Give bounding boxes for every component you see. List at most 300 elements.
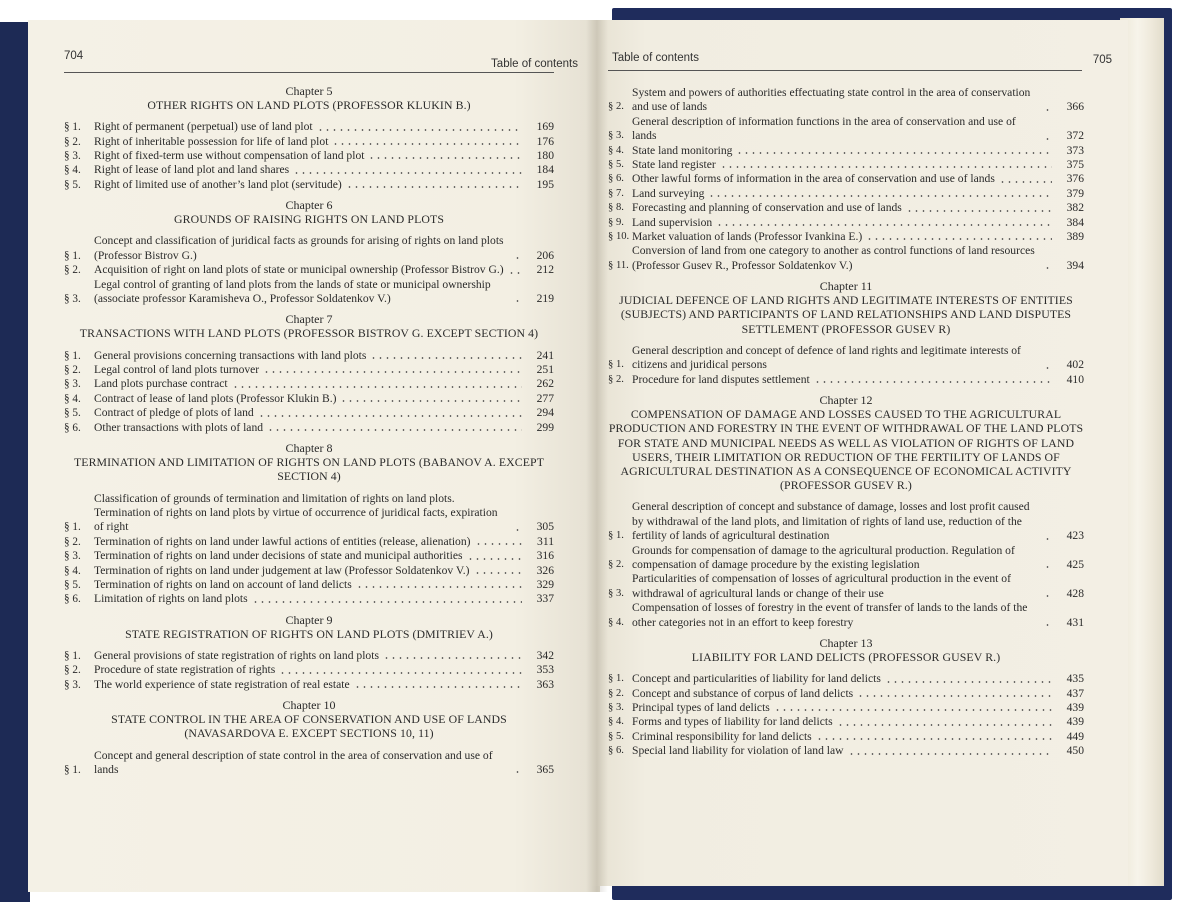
dot-leader <box>508 265 522 275</box>
chapter-block <box>608 393 1084 630</box>
chapter-title: TRANSACTIONS WITH LAND PLOTS (PROFESSOR BISTROV G. EXCEPT SECTION 4) <box>79 326 539 341</box>
chapter-title: GROUNDS OF RAISING RIGHTS ON LAND PLOTS <box>173 212 444 227</box>
page-ref: 299 <box>536 420 554 434</box>
entry-body <box>94 120 526 134</box>
section-title: Concept and general description of state control in the area of conservation and use of lands <box>94 748 493 776</box>
dot-leader <box>866 231 1052 241</box>
section-title: Concept and particularities of liability for land delicts <box>632 672 881 686</box>
section-title: Particularities of compensation of losses of agricultural production in the event of withdrawal of agricultural lands or change of their use <box>632 572 1011 600</box>
page-ref: 450 <box>1066 744 1084 758</box>
dot-leader <box>1044 260 1052 270</box>
section-title: Special land liability for violation of land law <box>632 744 844 758</box>
left-header-title: Table of contents <box>491 58 578 70</box>
page-ref: 337 <box>536 592 554 606</box>
left-page-number: 704 <box>64 50 84 62</box>
page-ref: 437 <box>1066 686 1084 700</box>
entry-body <box>632 715 1056 729</box>
entry-body <box>94 278 526 307</box>
dot-leader <box>1044 588 1052 598</box>
toc-entry <box>64 178 554 192</box>
chapter-entries <box>64 120 554 192</box>
dot-leader <box>1044 559 1052 569</box>
chapter-entries <box>64 649 554 692</box>
chapter-entries <box>64 492 554 607</box>
page-ref: 435 <box>1066 672 1084 686</box>
page-ref: 375 <box>1066 158 1084 172</box>
dot-leader <box>332 136 522 146</box>
book-cover-left <box>0 22 30 902</box>
section-title: Legal control of granting of land plots from the lands of state or municipal ownership (associate professor Karamisheva O., Professor Soldatenkov V.) <box>94 277 491 306</box>
chapter-entries <box>64 349 554 435</box>
toc-entry <box>64 578 554 592</box>
dot-leader <box>885 674 1052 684</box>
section-title: The world experience of state registration of real estate <box>94 677 350 691</box>
section-title: General description of concept and substance of damage, losses and lost profit caused by withdrawal of the land plots, and limitation of rights of land use, reduction of the fertility of lands of agricultural destination <box>632 500 1030 543</box>
section-title: Other lawful forms of information in the area of conservation and use of lands <box>632 172 995 186</box>
page-ref: 277 <box>536 391 554 405</box>
page-ref: 169 <box>536 120 554 134</box>
section-number: § 1. <box>64 764 81 776</box>
section-title: Termination of rights on land on account of land delicts <box>94 577 352 591</box>
section-number: § 3. <box>64 293 81 306</box>
entry-body <box>94 549 526 563</box>
section-number: § 1. <box>608 673 624 685</box>
left-toc <box>64 84 554 777</box>
toc-entry <box>608 500 1084 543</box>
section-number: § 10. <box>608 231 630 243</box>
section-title: Right of fixed-term use without compensation of land plot <box>94 149 365 163</box>
dot-leader <box>467 551 523 561</box>
section-number: § 1. <box>64 349 81 362</box>
entry-body <box>94 592 526 606</box>
section-number: § 3. <box>608 130 624 142</box>
chapter-title: STATE CONTROL IN THE AREA OF CONSERVATION AND USE OF LANDS (NAVASARDOVA E. EXCEPT SECTIONS 10, 11) <box>111 712 507 741</box>
chapter-entries <box>608 672 1084 758</box>
entry-body <box>94 649 526 663</box>
section-title: Right of permanent (perpetual) use of land plot <box>94 120 313 134</box>
toc-entry <box>608 115 1084 144</box>
page-ref: 365 <box>536 763 554 776</box>
section-number: § 2. <box>64 135 81 148</box>
section-number: § 4. <box>608 616 624 628</box>
entry-body <box>94 663 526 677</box>
toc-entry <box>64 120 554 134</box>
section-number: § 3. <box>608 587 624 599</box>
right-toc <box>608 86 1084 759</box>
section-number: § 1. <box>608 359 624 371</box>
dot-leader <box>340 393 522 403</box>
toc-entry <box>608 373 1084 387</box>
chapter-block <box>64 312 554 435</box>
entry-body <box>94 234 526 263</box>
dot-leader <box>1044 360 1052 370</box>
section-number: § 4. <box>608 716 624 728</box>
chapter-title: STATE REGISTRATION OF RIGHTS ON LAND PLOTS (DMITRIEV A.) <box>125 626 493 641</box>
page-ref: 384 <box>1066 215 1084 229</box>
dot-leader <box>514 250 522 260</box>
page-ref: 184 <box>536 163 554 177</box>
section-number: § 1. <box>64 649 81 662</box>
dot-leader <box>906 203 1052 213</box>
section-number: § 3. <box>64 150 81 163</box>
page-ref: 353 <box>536 663 554 677</box>
toc-entry <box>64 535 554 549</box>
toc-entry <box>608 230 1084 244</box>
section-title: Land plots purchase contract <box>94 377 228 391</box>
section-title: Acquisition of right on land plots of state or municipal ownership (Professor Bistrov G.) <box>94 263 504 277</box>
right-page-number: 705 <box>1092 54 1112 66</box>
dot-leader <box>814 374 1052 384</box>
entry-body <box>632 230 1056 244</box>
dot-leader <box>736 145 1052 155</box>
toc-entry <box>608 544 1084 573</box>
toc-entry <box>64 421 554 435</box>
dot-leader <box>999 174 1052 184</box>
entry-body <box>94 578 526 592</box>
section-number: § 1. <box>64 249 81 262</box>
page-ref: 423 <box>1066 529 1084 543</box>
section-title: Contract of pledge of plots of land <box>94 406 254 420</box>
section-number: § 9. <box>608 216 624 228</box>
section-number: § 2. <box>64 364 81 377</box>
page-ref: 294 <box>536 406 554 420</box>
chapter-number: Chapter 6 <box>285 198 333 213</box>
chapter-title: JUDICIAL DEFENCE OF LAND RIGHTS AND LEGITIMATE INTERESTS OF ENTITIES (SUBJECTS) AND PARTICIPANTS OF LAND RELATIONSHIPS AND LAND DISPUTES SETTLEMENT (PROFESSOR GUSEV R) <box>619 293 1073 336</box>
page-ref: 305 <box>536 520 554 534</box>
section-title: Forms and types of liability for land delicts <box>632 715 833 729</box>
entry-body <box>632 172 1056 186</box>
dot-leader <box>720 159 1052 169</box>
chapter-block <box>64 198 554 306</box>
toc-entry <box>64 406 554 420</box>
chapter-number: Chapter 10 <box>282 698 336 713</box>
toc-entry <box>608 86 1084 115</box>
dot-leader <box>1044 617 1052 627</box>
toc-entry <box>64 392 554 406</box>
toc-entry <box>64 649 554 663</box>
section-number: § 5. <box>64 407 81 420</box>
dot-leader <box>293 165 522 175</box>
section-number: § 3. <box>64 678 81 691</box>
page-ref: 219 <box>536 292 554 306</box>
page-ref: 428 <box>1066 586 1084 600</box>
chapter-number: Chapter 12 <box>819 393 873 408</box>
section-title: General description and concept of defence of land rights and legitimate interests of citizens and juridical persons <box>632 343 1021 372</box>
section-title: Limitation of rights on land plots <box>94 592 248 606</box>
section-number: § 1. <box>64 521 81 534</box>
section-title: Land supervision <box>632 215 713 229</box>
page-ref: 342 <box>536 648 554 662</box>
section-number: § 5. <box>608 159 624 171</box>
section-number: § 2. <box>64 664 81 677</box>
dot-leader <box>514 522 522 532</box>
section-number: § 4. <box>64 564 81 577</box>
section-title: Grounds for compensation of damage to the agricultural production. Regulation of compensation of damage procedure by the existing legislation <box>632 543 1015 571</box>
chapter-number: Chapter 7 <box>285 312 333 327</box>
section-title: Principal types of land delicts <box>632 701 770 714</box>
toc-entry <box>608 216 1084 230</box>
section-number: § 4. <box>64 392 81 405</box>
page-ref: 402 <box>1066 358 1084 372</box>
chapter-number: Chapter 9 <box>285 612 333 627</box>
section-title: Forecasting and planning of conservation and use of lands <box>632 201 902 215</box>
section-number: § 2. <box>608 558 624 570</box>
chapter-block <box>64 613 554 692</box>
toc-entry <box>64 678 554 692</box>
section-title: Contract of lease of land plots (Professor Klukin B.) <box>94 391 337 405</box>
section-title: General provisions of state registration of rights on land plots <box>94 648 379 662</box>
section-number: § 4. <box>64 164 81 177</box>
entry-body <box>632 144 1056 158</box>
entry-body <box>94 392 526 406</box>
toc-entry <box>64 549 554 563</box>
section-number: § 1. <box>64 121 81 134</box>
toc-entry <box>608 715 1084 729</box>
page-ref: 212 <box>536 263 554 277</box>
dot-leader <box>514 764 522 774</box>
section-number: § 4. <box>608 144 624 156</box>
entry-body <box>94 163 526 177</box>
dot-leader <box>258 408 522 418</box>
dot-leader <box>716 217 1052 227</box>
entry-body <box>94 363 526 377</box>
entry-body <box>632 201 1056 215</box>
toc-entry <box>64 349 554 363</box>
toc-entry <box>608 201 1084 215</box>
toc-entry <box>64 263 554 277</box>
entry-body <box>94 492 526 535</box>
entry-body <box>94 421 526 435</box>
page-ref: 311 <box>537 534 554 548</box>
page-ref: 316 <box>536 549 554 563</box>
page-ref: 372 <box>1066 129 1084 143</box>
section-title: Concept and substance of corpus of land delicts <box>632 686 854 700</box>
toc-entry <box>608 701 1084 715</box>
section-number: § 2. <box>64 264 81 277</box>
toc-entry <box>64 564 554 578</box>
page-ref: 262 <box>536 377 554 391</box>
section-title: Termination of rights on land under decisions of state and municipal authorities <box>94 549 463 563</box>
page-ref: 382 <box>1066 201 1084 215</box>
dot-leader <box>263 364 522 374</box>
section-title: Procedure for land disputes settlement <box>632 372 810 386</box>
page-ref: 251 <box>536 363 554 377</box>
left-page-header <box>64 50 578 70</box>
toc-entry <box>64 363 554 377</box>
page-ref: 425 <box>1066 557 1084 571</box>
entry-body <box>94 749 526 778</box>
entry-body <box>632 744 1056 758</box>
section-title: System and powers of authorities effectuating state control in the area of conservation and use of lands <box>632 86 1031 114</box>
chapter-title: COMPENSATION OF DAMAGE AND LOSSES CAUSED TO THE AGRICULTURAL PRODUCTION AND FORESTRY IN THE EVENT OF WITHDRAWAL OF THE LAND PLOTS FOR STATE AND MUNICIPAL NEEDS AS WELL AS VIOLATION OF RIGHTS OF LAND USERS, THEIR LIMITATION OR REDUCTION OF THE FERTILITY OF LANDS OF AGRICULTURAL DESTINATION AS A CONSEQUENCE OF ECONOMICAL ACTIVITY (PROFESSOR GUSEV R.) <box>608 407 1084 493</box>
chapter-title: LIABILITY FOR LAND DELICTS (PROFESSOR GUSEV R.) <box>691 649 1001 664</box>
toc-entry <box>64 234 554 263</box>
page-ref: 431 <box>1066 615 1084 629</box>
section-title: General description of information functions in the area of conservation and use of lands <box>632 114 1016 143</box>
section-number: § 6. <box>64 593 81 606</box>
section-title: Other transactions with plots of land <box>94 420 264 434</box>
chapter-number: Chapter 5 <box>285 84 333 98</box>
section-title: State land register <box>632 158 716 172</box>
dot-leader <box>356 579 522 589</box>
toc-entry <box>64 149 554 163</box>
page-ref: 379 <box>1066 186 1084 200</box>
dot-leader <box>368 150 522 160</box>
chapter-entries <box>64 234 554 306</box>
dot-leader <box>857 688 1052 698</box>
dot-leader <box>816 731 1052 741</box>
page-ref: 326 <box>536 563 554 577</box>
toc-entry <box>64 163 554 177</box>
toc-entry <box>608 172 1084 186</box>
entry-body <box>632 158 1056 172</box>
chapter-title: TERMINATION AND LIMITATION OF RIGHTS ON LAND PLOTS (BABANOV A. EXCEPT SECTION 4) <box>73 455 545 484</box>
section-number: § 3. <box>64 550 81 563</box>
entry-body <box>632 115 1056 144</box>
entry-body <box>94 406 526 420</box>
page-ref: 366 <box>1066 100 1084 114</box>
toc-entry <box>608 687 1084 701</box>
entry-body <box>632 373 1056 387</box>
dot-leader <box>475 536 522 546</box>
toc-entry <box>64 278 554 307</box>
entry-body <box>94 377 526 391</box>
dot-leader <box>383 650 522 660</box>
section-number: § 5. <box>64 178 81 191</box>
section-number: § 6. <box>64 421 81 434</box>
right-header-title: Table of contents <box>612 52 699 64</box>
chapter-10-continued <box>608 86 1084 273</box>
section-title: Land surveying <box>632 186 705 200</box>
section-number: § 2. <box>608 687 624 699</box>
chapter-block <box>608 636 1084 759</box>
toc-entry <box>64 592 554 606</box>
section-title: Market valuation of lands (Professor Ivankina E.) <box>632 230 863 244</box>
section-title: Concept and classification of juridical facts as grounds for arising of rights on land plots (Professor Bistrov G.) <box>94 234 504 262</box>
chapter-entries <box>608 500 1084 630</box>
page-ref: 363 <box>536 677 554 691</box>
entry-body <box>632 500 1056 543</box>
chapter-number: Chapter 11 <box>819 279 873 294</box>
section-number: § 2. <box>64 535 81 548</box>
entry-body <box>632 672 1056 686</box>
section-number: § 5. <box>64 578 81 591</box>
toc-entry <box>608 144 1084 158</box>
page-ref: 410 <box>1066 372 1084 386</box>
toc-entry <box>608 601 1084 630</box>
entry-body <box>632 187 1056 201</box>
toc-entry <box>608 187 1084 201</box>
dot-leader <box>708 188 1052 198</box>
section-number: § 3. <box>64 378 81 391</box>
toc-entry <box>608 158 1084 172</box>
section-number: § 1. <box>608 530 624 542</box>
entry-body <box>632 244 1056 273</box>
entry-body <box>632 572 1056 601</box>
chapter-title: OTHER RIGHTS ON LAND PLOTS (PROFESSOR KLUKIN B.) <box>147 98 471 112</box>
section-title: Conversion of land from one category to another as control functions of land resources (Professor Gusev R., Professor Soldatenkov V.) <box>632 244 1035 272</box>
dot-leader <box>474 565 523 575</box>
page-ref: 389 <box>1066 230 1084 244</box>
page-ref: 439 <box>1066 715 1084 729</box>
entry-body <box>632 730 1056 744</box>
page-ref: 206 <box>536 248 554 262</box>
section-number: § 2. <box>608 373 624 385</box>
chapter-number: Chapter 8 <box>285 441 333 456</box>
entry-body <box>94 263 526 277</box>
page-ref: 376 <box>1066 172 1084 186</box>
page-ref: 394 <box>1066 258 1084 272</box>
dot-leader <box>317 122 522 132</box>
dot-leader <box>514 293 522 303</box>
section-number: § 6. <box>608 173 624 185</box>
toc-entry <box>608 672 1084 686</box>
page-ref: 449 <box>1066 729 1084 743</box>
entry-body <box>94 535 526 549</box>
section-title: Right of inheritable possession for life of land plot <box>94 134 329 148</box>
toc-entry <box>64 749 554 778</box>
entry-body <box>632 544 1056 573</box>
section-title: Legal control of land plots turnover <box>94 363 260 377</box>
toc-entry <box>608 344 1084 373</box>
section-title: Right of limited use of another’s land plot (servitude) <box>94 177 342 191</box>
entry-body <box>94 178 526 192</box>
entry-body <box>632 86 1056 115</box>
section-number: § 3. <box>608 702 624 713</box>
toc-entry <box>608 244 1084 273</box>
page-ref: 329 <box>536 577 554 591</box>
dot-leader <box>774 702 1052 712</box>
chapter-number: Chapter 13 <box>819 635 873 650</box>
section-title: Compensation of losses of forestry in the event of transfer of lands to the lands of the other categories not in an effort to keep forestry <box>632 601 1028 629</box>
toc-entry <box>608 572 1084 601</box>
page-ref: 241 <box>536 348 554 362</box>
entry-body <box>94 678 526 692</box>
toc-entry <box>64 135 554 149</box>
entry-body <box>94 135 526 149</box>
toc-entry <box>64 377 554 391</box>
section-number: § 11. <box>608 259 629 271</box>
dot-leader <box>354 679 522 689</box>
page-ref: 439 <box>1066 701 1084 714</box>
section-number: § 5. <box>608 730 624 742</box>
dot-leader <box>837 717 1052 727</box>
section-number: § 8. <box>608 202 624 214</box>
toc-entry <box>608 744 1084 758</box>
entry-body <box>94 349 526 363</box>
section-title: Termination of rights on land under judgement at law (Professor Soldatenkov V.) <box>94 563 470 577</box>
section-title: State land monitoring <box>632 143 733 157</box>
section-number: § 6. <box>608 745 624 757</box>
chapter-block <box>64 441 554 607</box>
dot-leader <box>1044 131 1052 141</box>
page-ref: 176 <box>536 134 554 148</box>
dot-leader <box>232 379 522 389</box>
section-title: Termination of rights on land under lawful actions of entities (release, alienation) <box>94 534 471 548</box>
dot-leader <box>848 746 1052 756</box>
dot-leader <box>267 422 522 432</box>
page-ref: 180 <box>536 149 554 163</box>
toc-entry <box>64 492 554 535</box>
toc-entry <box>64 663 554 677</box>
section-number: § 7. <box>608 187 624 199</box>
chapter-entries <box>608 344 1084 387</box>
entry-body <box>632 601 1056 630</box>
entry-body <box>94 564 526 578</box>
dot-leader <box>279 665 522 675</box>
section-title: General provisions concerning transactions with land plots <box>94 348 367 362</box>
entry-body <box>632 216 1056 230</box>
